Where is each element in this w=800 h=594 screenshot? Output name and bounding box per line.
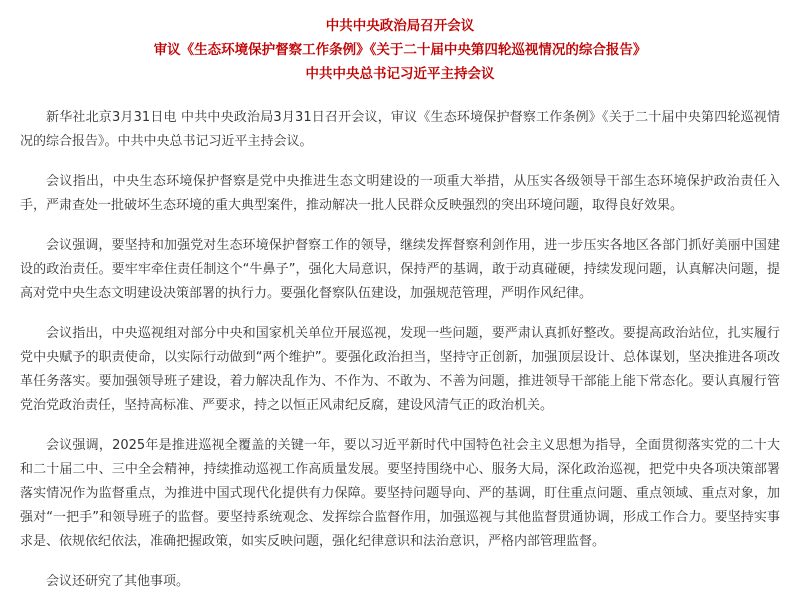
article-paragraph: 会议强调，2025年是推进巡视全覆盖的关键一年，要以习近平新时代中国特色社会主义思想为指导，全面贯彻落实党的二十大和二十届二中、三中全会精神，持续推动巡视工作高质量发展。要坚持围绕中心、服务大局，深化政治巡视，把党中央各项决策部署落实情况作为监督重点，为推进中国式现代化提供有力保障。要坚持问题导向、严的基调，盯住重点问题、重点领域、重点对象，加强对“一把手”和领导班子的监督。要坚持系统观念、发挥综合监督作用，加强巡视与其他监督贯通协调，形成工作合力。要坚持实事求是、依规依纪依法，准确把握政策，如实反映问题，强化纪律意识和法治意识，严格内部管理监督。: [20, 438, 780, 549]
article-headline: [20, 14, 780, 86]
article-paragraph: 会议指出，中央巡视组对部分中央和国家机关单位开展巡视，发现一些问题，要严肃认真抓好整改。要提高政治站位，扎实履行党中央赋予的职责使命，以实际行动做到“两个维护”。要强化政治担当，坚持守正创新，加强顶层设计、总体谋划，坚决推进各项改革任务落实。要加强领导班子建设，着力解决乱作为、不作为、不敢为、不善为问题，推进领导干部能上能下常态化。要认真履行管党治党政治责任，坚持高标准、严要求，持之以恒正风肃纪反腐，建设风清气正的政治机关。: [20, 326, 780, 413]
headline-subtitle: 审议《生态环境保护督察工作条例》《关于二十届中央第四轮巡视情况的综合报告》: [153, 42, 647, 58]
article-paragraph-dateline: 新华社北京3月31日电 中共中央政治局3月31日召开会议，审议《生态环境保护督察工作条例》《关于二十届中央第四轮巡视情况的综合报告》。中共中央总书记习近平主持会议。: [20, 110, 780, 149]
article-paragraph: 会议强调，要坚持和加强党对生态环境保护督察工作的领导，继续发挥督察利剑作用，进一步压实各地区各部门抓好美丽中国建设的政治责任。要牢牢牵住责任制这个“牛鼻子”，强化大局意识，保持严的基调，敢于动真碰硬，持续发现问题，认真解决问题，提高对党中央生态文明建设决策部署的执行力。要强化督察队伍建设，加强规范管理，严明作风纪律。: [20, 238, 780, 301]
headline-host-line: 中共中央总书记习近平主持会议: [305, 66, 495, 82]
article-paragraph-closing: 会议还研究了其他事项。: [46, 574, 190, 589]
headline-title: 中共中央政治局召开会议: [325, 18, 475, 34]
article-paragraph: 会议指出，中央生态环境保护督察是党中央推进生态文明建设的一项重大举措，从压实各级领导干部生态环境保护政治责任入手，严肃查处一批破坏生态环境的重大典型案件，推动解决一批人民群众反映强烈的突出环境问题，取得良好效果。: [20, 174, 780, 213]
